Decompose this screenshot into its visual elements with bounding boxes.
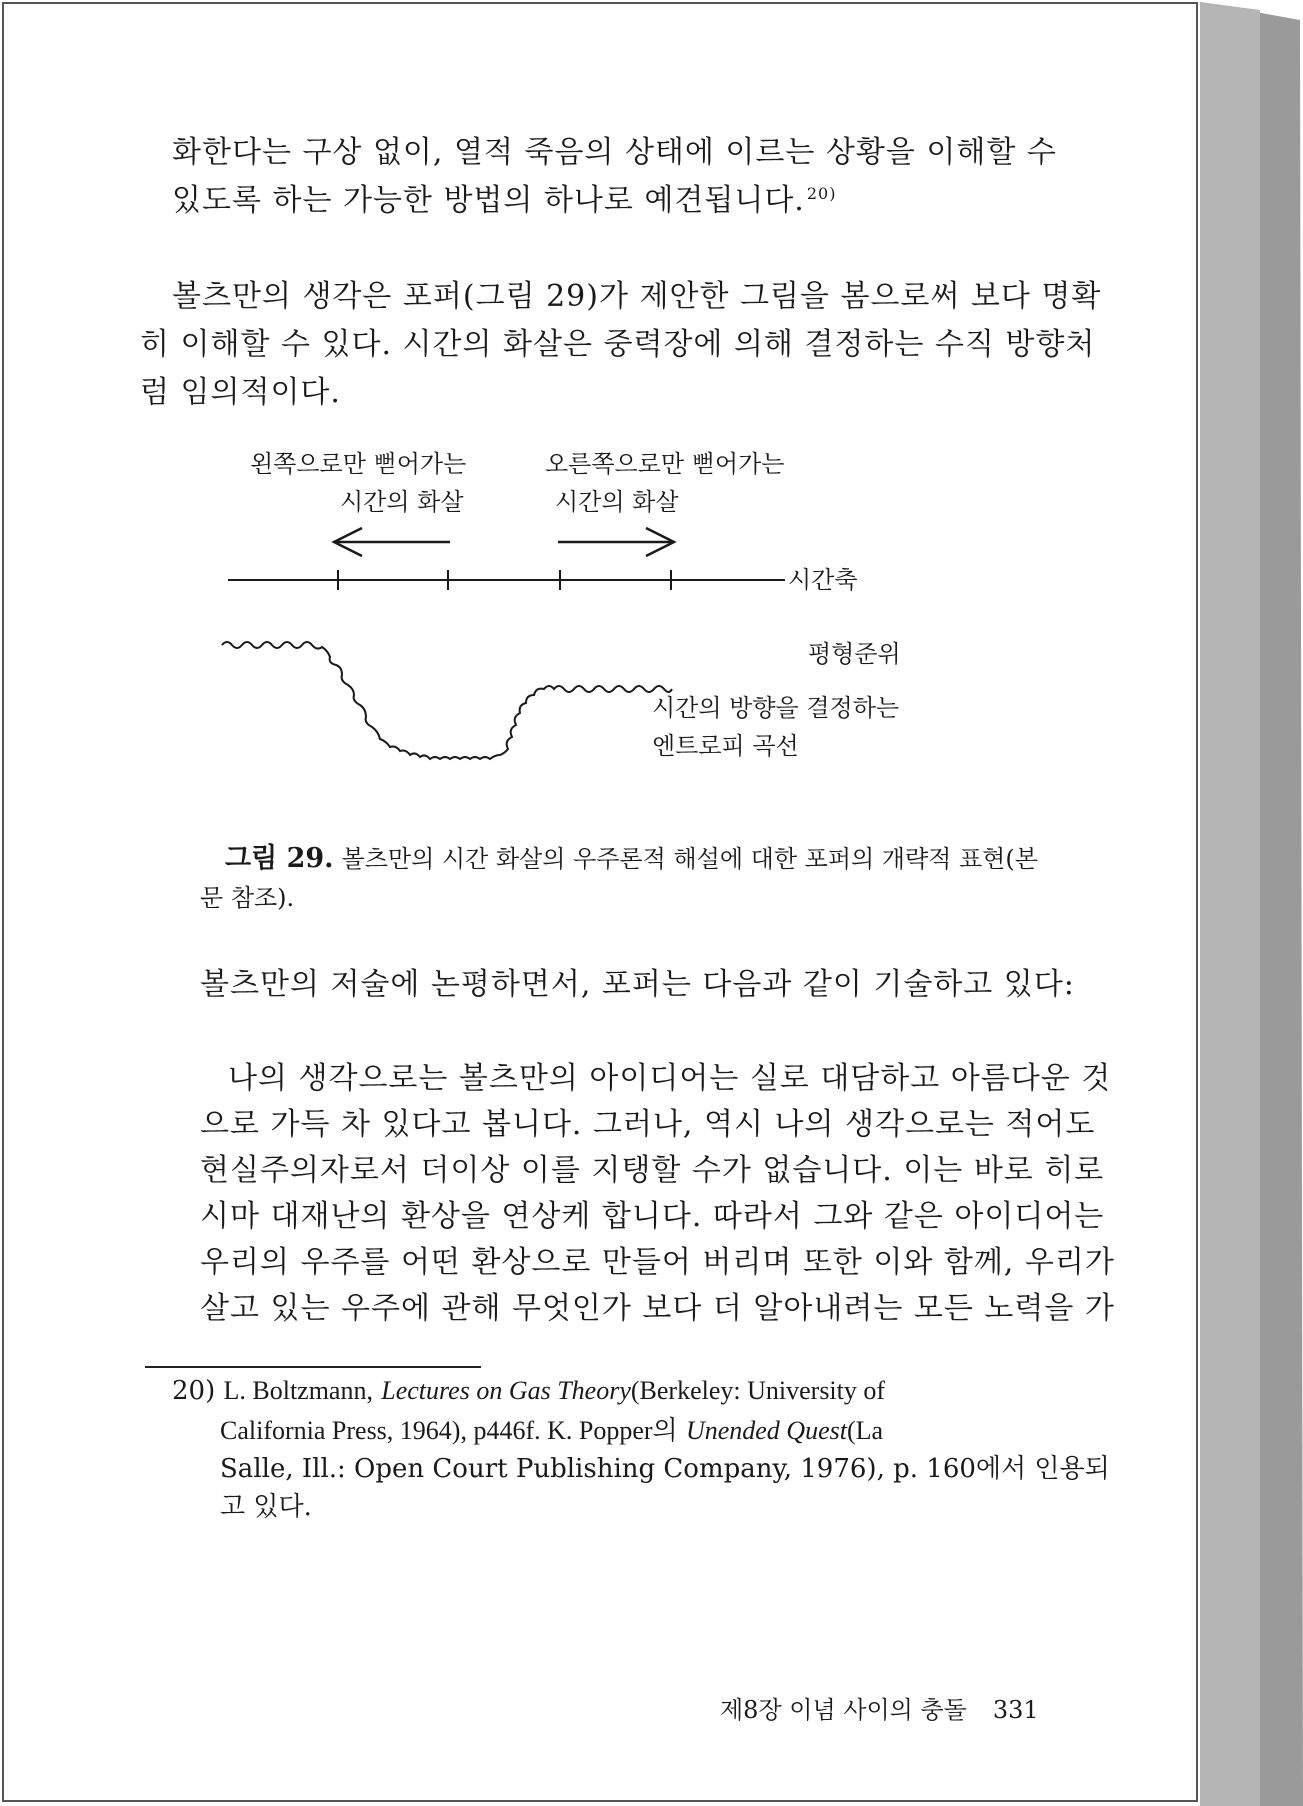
paragraph-2-line-3: 럼 임의적이다. bbox=[140, 375, 341, 410]
footnote-publisher-1: (Berkeley: University of bbox=[630, 1376, 886, 1405]
footnote-line-2 bbox=[220, 1418, 883, 1444]
paragraph-1-line-2-text: 있도록 하는 가능한 방법의 하나로 예견됩니다. bbox=[172, 183, 805, 218]
quote-line-1: 나의 생각으로는 볼츠만의 아이디어는 실로 대담하고 아름다운 것 bbox=[228, 1061, 1112, 1096]
time-axis bbox=[228, 570, 785, 590]
paragraph-2-line-2: 히 이해할 수 있다. 시간의 화살은 중력장에 의해 결정하는 수직 방향처 bbox=[140, 327, 1096, 362]
footnote-number: 20) bbox=[172, 1376, 216, 1406]
entropy-curve-label-1: 시간의 방향을 결정하는 bbox=[652, 694, 900, 722]
figure-caption-text-1: 볼츠만의 시간 화살의 우주론적 해설에 대한 포퍼의 개략적 표현(본 bbox=[341, 845, 1038, 873]
footer-chapter: 제8장 이념 사이의 충돌 bbox=[720, 1696, 967, 1724]
figure-caption-line-1 bbox=[225, 836, 1038, 875]
running-footer bbox=[720, 1690, 1039, 1725]
right-arrow-label-2: 시간의 화살 bbox=[555, 488, 679, 516]
footnote-line-1 bbox=[172, 1378, 885, 1404]
footnote-author: L. Boltzmann, bbox=[223, 1376, 373, 1405]
footnote-ref-20[interactable]: 20) bbox=[806, 184, 837, 203]
paragraph-1-line-2 bbox=[172, 183, 837, 218]
quote-line-3: 현실주의자로서 더이상 이를 지탱할 수가 없습니다. 이는 바로 히로 bbox=[200, 1153, 1105, 1188]
left-arrow-label-1: 왼쪽으로만 뻗어가는 bbox=[250, 450, 467, 478]
quote-line-6: 살고 있는 우주에 관해 무엇인가 보다 더 알아내려는 모든 노력을 가 bbox=[200, 1291, 1115, 1326]
book-page bbox=[2, 2, 1198, 1802]
footnote-line-4: 고 있다. bbox=[220, 1492, 312, 1522]
time-axis-label: 시간축 bbox=[788, 566, 858, 594]
page-number: 331 bbox=[992, 1696, 1039, 1724]
footnote-line-3: Salle, Ill.: Open Court Publishing Company, 1976), p. 160에서 인용되 bbox=[220, 1454, 1110, 1484]
figure-29-diagram bbox=[0, 440, 1200, 780]
paragraph-1-line-1: 화한다는 구상 없이, 열적 죽음의 상태에 이르는 상황을 이해할 수 bbox=[172, 135, 1057, 170]
quote-line-2: 으로 가득 차 있다고 봅니다. 그러나, 역시 나의 생각으로는 적어도 bbox=[200, 1107, 1096, 1142]
figure-caption-label: 그림 29. bbox=[225, 843, 334, 874]
left-arrow-label-2: 시간의 화살 bbox=[340, 488, 464, 516]
footnote-publisher-2: (La bbox=[846, 1416, 884, 1445]
left-arrow bbox=[334, 528, 450, 556]
footnote-title-2: Unended Quest bbox=[685, 1416, 847, 1445]
entropy-curve bbox=[222, 642, 672, 759]
right-arrow bbox=[558, 528, 674, 556]
paragraph-3: 볼츠만의 저술에 논평하면서, 포퍼는 다음과 같이 기술하고 있다: bbox=[200, 967, 1075, 1002]
quote-line-5: 우리의 우주를 어떤 환상으로 만들어 버리며 또한 이와 함께, 우리가 bbox=[200, 1245, 1115, 1280]
paragraph-2-line-1: 볼츠만의 생각은 포퍼(그림 29)가 제안한 그림을 봄으로써 보다 명확 bbox=[172, 279, 1102, 314]
right-arrow-label-1: 오른쪽으로만 뻗어가는 bbox=[545, 450, 785, 478]
footnote-publisher-1b: California Press, 1964), p446f. K. Popper의 bbox=[220, 1416, 678, 1445]
footnote-rule bbox=[145, 1366, 481, 1368]
page-edge-shading bbox=[1200, 0, 1303, 1806]
quote-line-4: 시마 대재난의 환상을 연상케 합니다. 따라서 그와 같은 아이디어는 bbox=[200, 1199, 1105, 1234]
footnote-title-1: Lectures on Gas Theory bbox=[381, 1376, 631, 1405]
entropy-curve-label-2: 엔트로피 곡선 bbox=[652, 732, 799, 760]
figure-caption-line-2: 문 참조). bbox=[200, 884, 295, 912]
equilibrium-label: 평형준위 bbox=[808, 640, 901, 668]
